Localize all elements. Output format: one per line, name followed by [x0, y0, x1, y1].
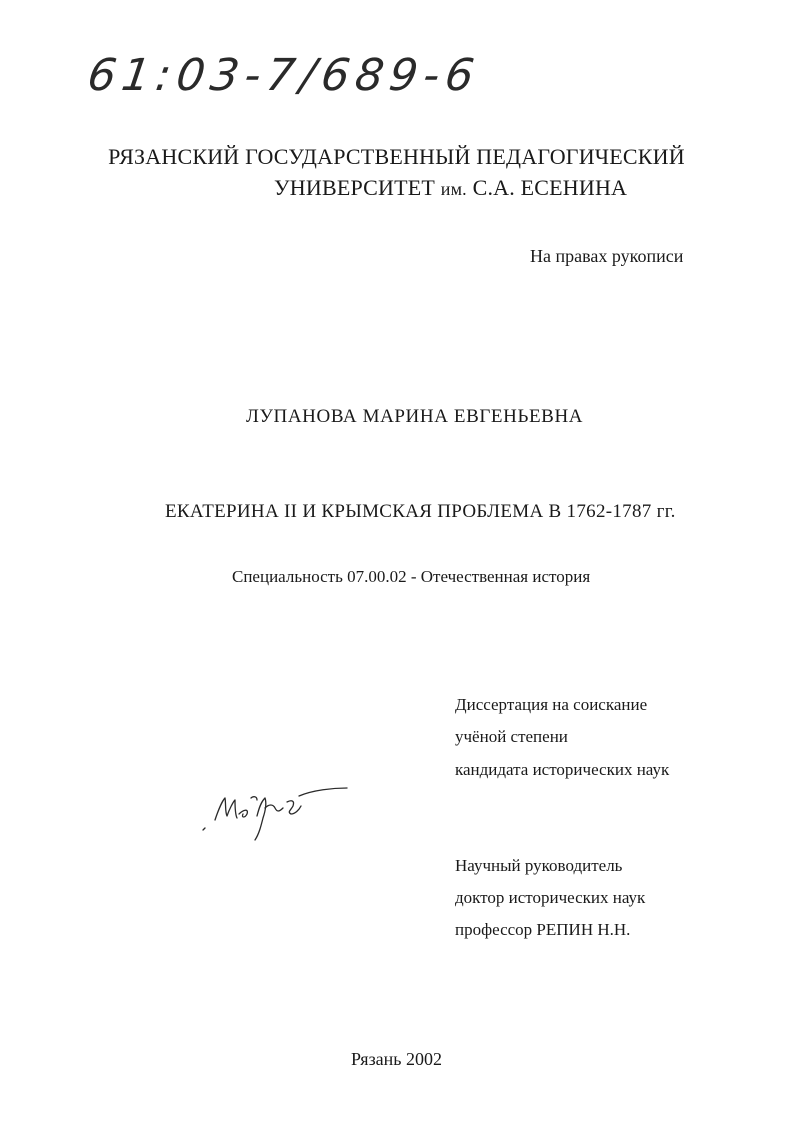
dissertation-title: ЕКАТЕРИНА II И КРЫМСКАЯ ПРОБЛЕМА В 1762-1787 гг.	[165, 501, 676, 522]
university-word: УНИВЕРСИТЕТ	[274, 175, 436, 200]
dissertation-line-2: учёной степени	[455, 727, 568, 746]
dissertation-line-1: Диссертация на соискание	[455, 695, 648, 714]
dissertation-line-3: кандидата исторических наук	[455, 760, 670, 779]
manuscript-rights: На правах рукописи	[530, 246, 684, 266]
specialty: Специальность 07.00.02 - Отечественная история	[232, 567, 591, 586]
supervisor-line-3: профессор РЕПИН Н.Н.	[455, 920, 631, 939]
city-year: Рязань 2002	[350, 1049, 443, 1069]
university-namesake: С.А. ЕСЕНИНА	[472, 175, 628, 200]
signature	[195, 782, 355, 844]
archive-code: 61:03-7/689-6	[84, 50, 483, 101]
university-line-1: РЯЗАНСКИЙ ГОСУДАРСТВЕННЫЙ ПЕДАГОГИЧЕСКИЙ	[108, 144, 685, 169]
university-named-after: им.	[440, 179, 467, 199]
author-name: ЛУПАНОВА МАРИНА ЕВГЕНЬЕВНА	[246, 406, 584, 427]
supervisor-line-1: Научный руководитель	[455, 856, 623, 875]
supervisor-line-2: доктор исторических наук	[455, 888, 646, 907]
university-line-2	[274, 175, 627, 201]
